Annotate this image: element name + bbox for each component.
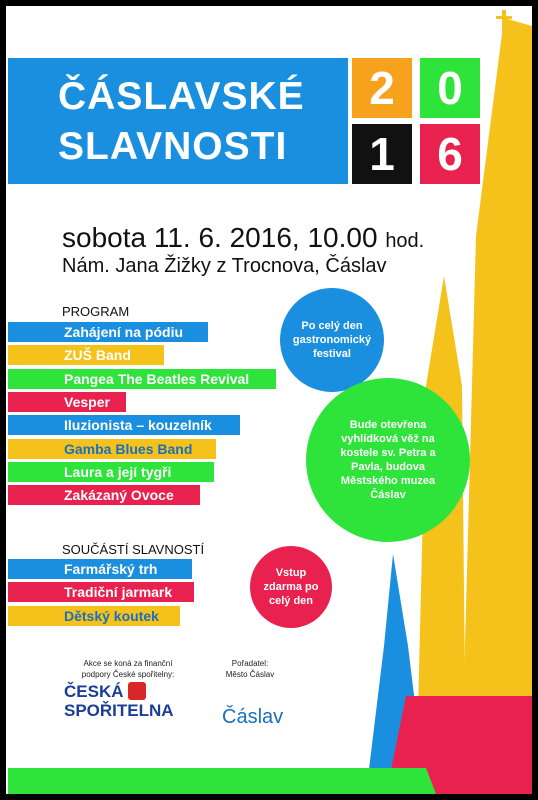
year-digit-4: 6 bbox=[420, 124, 480, 184]
entry-circle-text: Vstup zdarma po celý den bbox=[263, 567, 319, 607]
program-item: Zakázaný Ovoce bbox=[8, 485, 200, 505]
tower-circle bbox=[306, 378, 470, 542]
program-item: Iluzionista – kouzelník bbox=[8, 415, 240, 435]
sponsor-logo bbox=[64, 682, 174, 720]
organizer-info bbox=[220, 658, 280, 680]
program-item: ZUŠ Band bbox=[8, 345, 164, 365]
program-item: Zahájení na pódiu bbox=[8, 322, 208, 342]
event-date bbox=[62, 222, 424, 254]
spire-cross-bar bbox=[496, 16, 512, 19]
components-heading: SOUČÁSTÍ SLAVNOSTÍ bbox=[62, 542, 205, 557]
year-digit-3: 1 bbox=[352, 124, 412, 184]
sponsor-logo-mark-icon bbox=[128, 682, 146, 700]
title-line-1: ČÁSLAVSKÉ bbox=[58, 75, 305, 118]
component-item: Tradiční jarmark bbox=[8, 582, 194, 602]
event-place: Nám. Jana Žižky z Trocnova, Čáslav bbox=[62, 255, 387, 277]
component-item: Farmářský trh bbox=[8, 559, 192, 579]
festival-circle-text: Po celý den gastronomický festival bbox=[292, 320, 372, 360]
city-logo: Čáslav bbox=[222, 706, 284, 728]
program-item: Laura a její tygři bbox=[8, 462, 214, 482]
event-date-text: sobota 11. 6. 2016, 10.00 bbox=[62, 222, 378, 253]
sponsor-logo-line-1: ČESKÁ bbox=[64, 682, 124, 701]
entry-circle bbox=[250, 546, 332, 628]
poster bbox=[6, 6, 532, 794]
green-base bbox=[8, 768, 436, 794]
year-digit-2: 0 bbox=[420, 58, 480, 118]
organizer-name: Město Čáslav bbox=[225, 670, 275, 679]
tower-circle-text: Bude otevřena vyhlídková věž na kostele sv. Petra a Pavla, budova Městského muzea Čáslav bbox=[340, 419, 436, 501]
title-line-2: SLAVNOSTI bbox=[58, 125, 288, 168]
program-heading: PROGRAM bbox=[62, 304, 130, 319]
spire-cross bbox=[502, 10, 506, 32]
event-time-suffix: hod. bbox=[385, 230, 425, 252]
program-item: Gamba Blues Band bbox=[8, 439, 216, 459]
sponsor-logo-line-2: SPOŘITELNA bbox=[64, 701, 174, 720]
program-item: Pangea The Beatles Revival bbox=[8, 369, 276, 389]
program-item: Vesper bbox=[8, 392, 126, 412]
festival-circle bbox=[280, 288, 384, 392]
sponsor-note: Akce se koná za finanční podpory České spořitelny: bbox=[81, 659, 175, 679]
page-title bbox=[58, 72, 305, 172]
organizer-label: Pořadatel: bbox=[231, 659, 269, 668]
year-digit-1: 2 bbox=[352, 58, 412, 118]
component-item: Dětský koutek bbox=[8, 606, 180, 626]
